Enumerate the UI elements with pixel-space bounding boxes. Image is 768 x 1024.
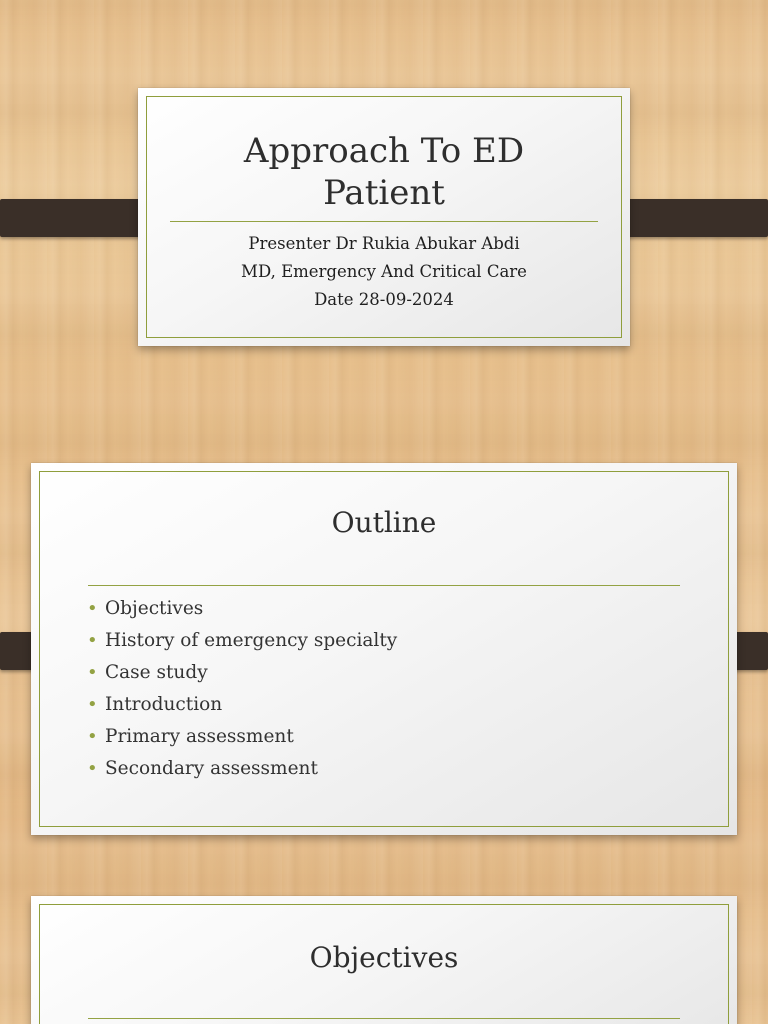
title-line-1: Approach To ED <box>243 131 525 171</box>
outline-list <box>87 595 397 787</box>
objectives-slide <box>31 896 737 1024</box>
list-item <box>87 755 397 787</box>
bullet-icon: • <box>87 726 98 747</box>
bullet-icon: • <box>87 630 98 651</box>
list-item <box>87 595 397 627</box>
strap-right-slide-1 <box>612 199 768 237</box>
objectives-title: Objectives <box>309 941 459 974</box>
list-item-text: Introduction <box>105 694 223 715</box>
list-item <box>87 627 397 659</box>
presentation-title <box>138 130 630 214</box>
list-item-text: Objectives <box>105 598 204 619</box>
list-item-text: Secondary assessment <box>105 758 318 779</box>
objectives-divider <box>88 1018 680 1019</box>
outline-divider <box>88 585 680 586</box>
title-slide <box>138 88 630 346</box>
presenter-credentials: MD, Emergency And Critical Care <box>241 262 527 281</box>
list-item-text: Primary assessment <box>105 726 294 747</box>
bullet-icon: • <box>87 694 98 715</box>
bullet-icon: • <box>87 758 98 779</box>
list-item <box>87 723 397 755</box>
list-item <box>87 691 397 723</box>
presentation-date: Date 28-09-2024 <box>314 290 454 309</box>
title-line-2: Patient <box>323 173 445 213</box>
list-item <box>87 659 397 691</box>
list-item-text: Case study <box>105 662 208 683</box>
bullet-icon: • <box>87 598 98 619</box>
bullet-icon: • <box>87 662 98 683</box>
outline-slide <box>31 463 737 835</box>
presenter-name: Presenter Dr Rukia Abukar Abdi <box>248 234 520 253</box>
outline-title: Outline <box>331 506 437 539</box>
list-item-text: History of emergency specialty <box>105 630 398 651</box>
title-divider <box>170 221 598 222</box>
strap-left-slide-1 <box>0 199 156 237</box>
